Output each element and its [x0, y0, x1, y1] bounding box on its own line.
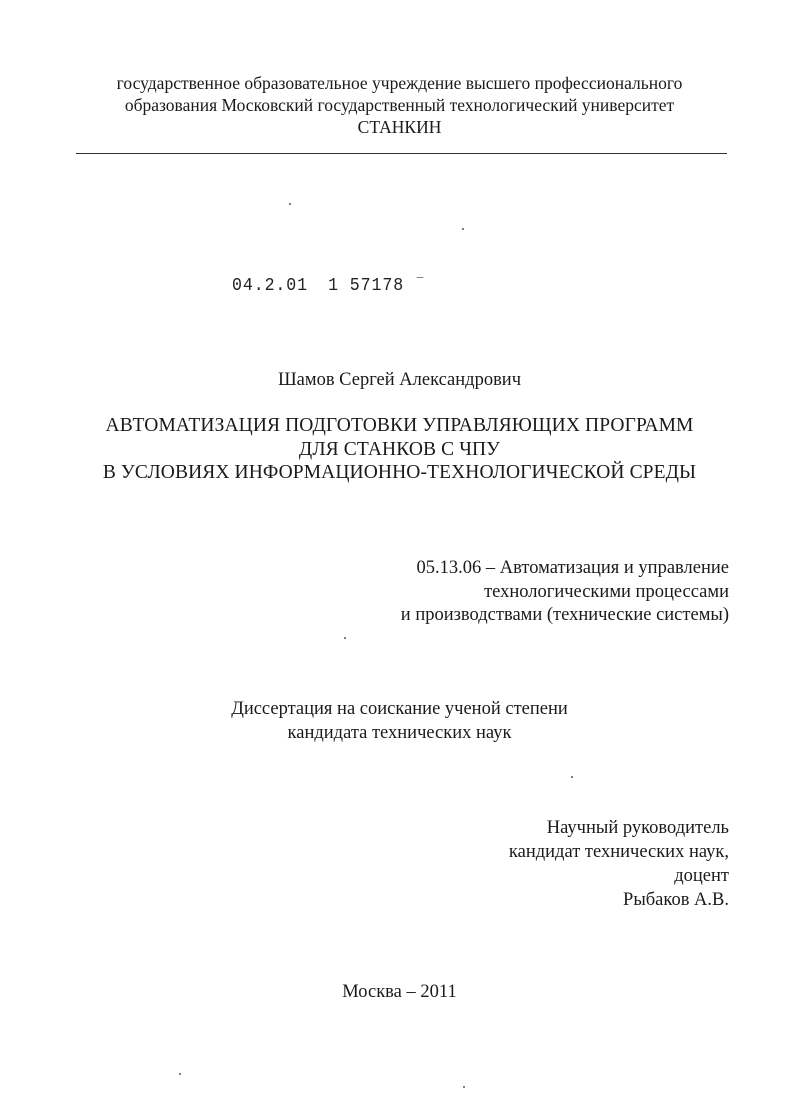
author-name: [0, 369, 799, 391]
degree-line-2: кандидата технических наук: [287, 723, 512, 743]
supervisor-line-2: кандидат технических наук,: [508, 842, 729, 862]
supervisor-block: [509, 816, 729, 912]
stamp-mark: ‾: [416, 276, 425, 290]
specialty-line-3: и производствами (технические системы): [400, 605, 729, 625]
city-year-text: Москва – 2011: [342, 982, 457, 1002]
institution-line-2: образования Московский государственный технологический университет: [124, 95, 675, 115]
title-line-2: ДЛЯ СТАНКОВ С ЧПУ: [298, 438, 501, 460]
author-name-text: Шамов Сергей Александрович: [277, 370, 522, 390]
header-divider: [76, 153, 727, 154]
city-year: [0, 980, 799, 1004]
institution-line-1: государственное образовательное учреждение высшего профессионального: [116, 73, 683, 93]
dissertation-title: [0, 414, 799, 485]
title-line-3: В УСЛОВИЯХ ИНФОРМАЦИОННО-ТЕХНОЛОГИЧЕСКОЙ СРЕДЫ: [102, 462, 697, 483]
library-stamp: [232, 276, 424, 296]
supervisor-line-3: доцент: [674, 866, 729, 886]
supervisor-line-1: Научный руководитель: [546, 818, 729, 838]
scan-speck: [344, 637, 346, 639]
specialty-block: [401, 557, 729, 628]
institution-line-3: СТАНКИН: [357, 117, 442, 137]
stamp-code: 04.2.01: [232, 276, 309, 296]
specialty-line-2: технологическими процессами: [484, 581, 729, 602]
degree-block: [0, 697, 799, 745]
scan-speck: [571, 776, 573, 778]
institution-header: [0, 72, 799, 138]
supervisor-line-4: Рыбаков А.В.: [623, 890, 729, 910]
stamp-number: 1 57178: [328, 276, 405, 296]
scan-speck: [462, 228, 464, 230]
degree-line-1: Диссертация на соискание ученой степени: [231, 699, 568, 719]
scan-speck: [289, 203, 291, 205]
scan-speck: [463, 1086, 465, 1088]
scan-speck: [179, 1073, 181, 1075]
specialty-line-1: 05.13.06 – Автоматизация и управление: [416, 558, 729, 578]
title-line-1: АВТОМАТИЗАЦИЯ ПОДГОТОВКИ УПРАВЛЯЮЩИХ ПРОГРАММ: [105, 415, 694, 436]
